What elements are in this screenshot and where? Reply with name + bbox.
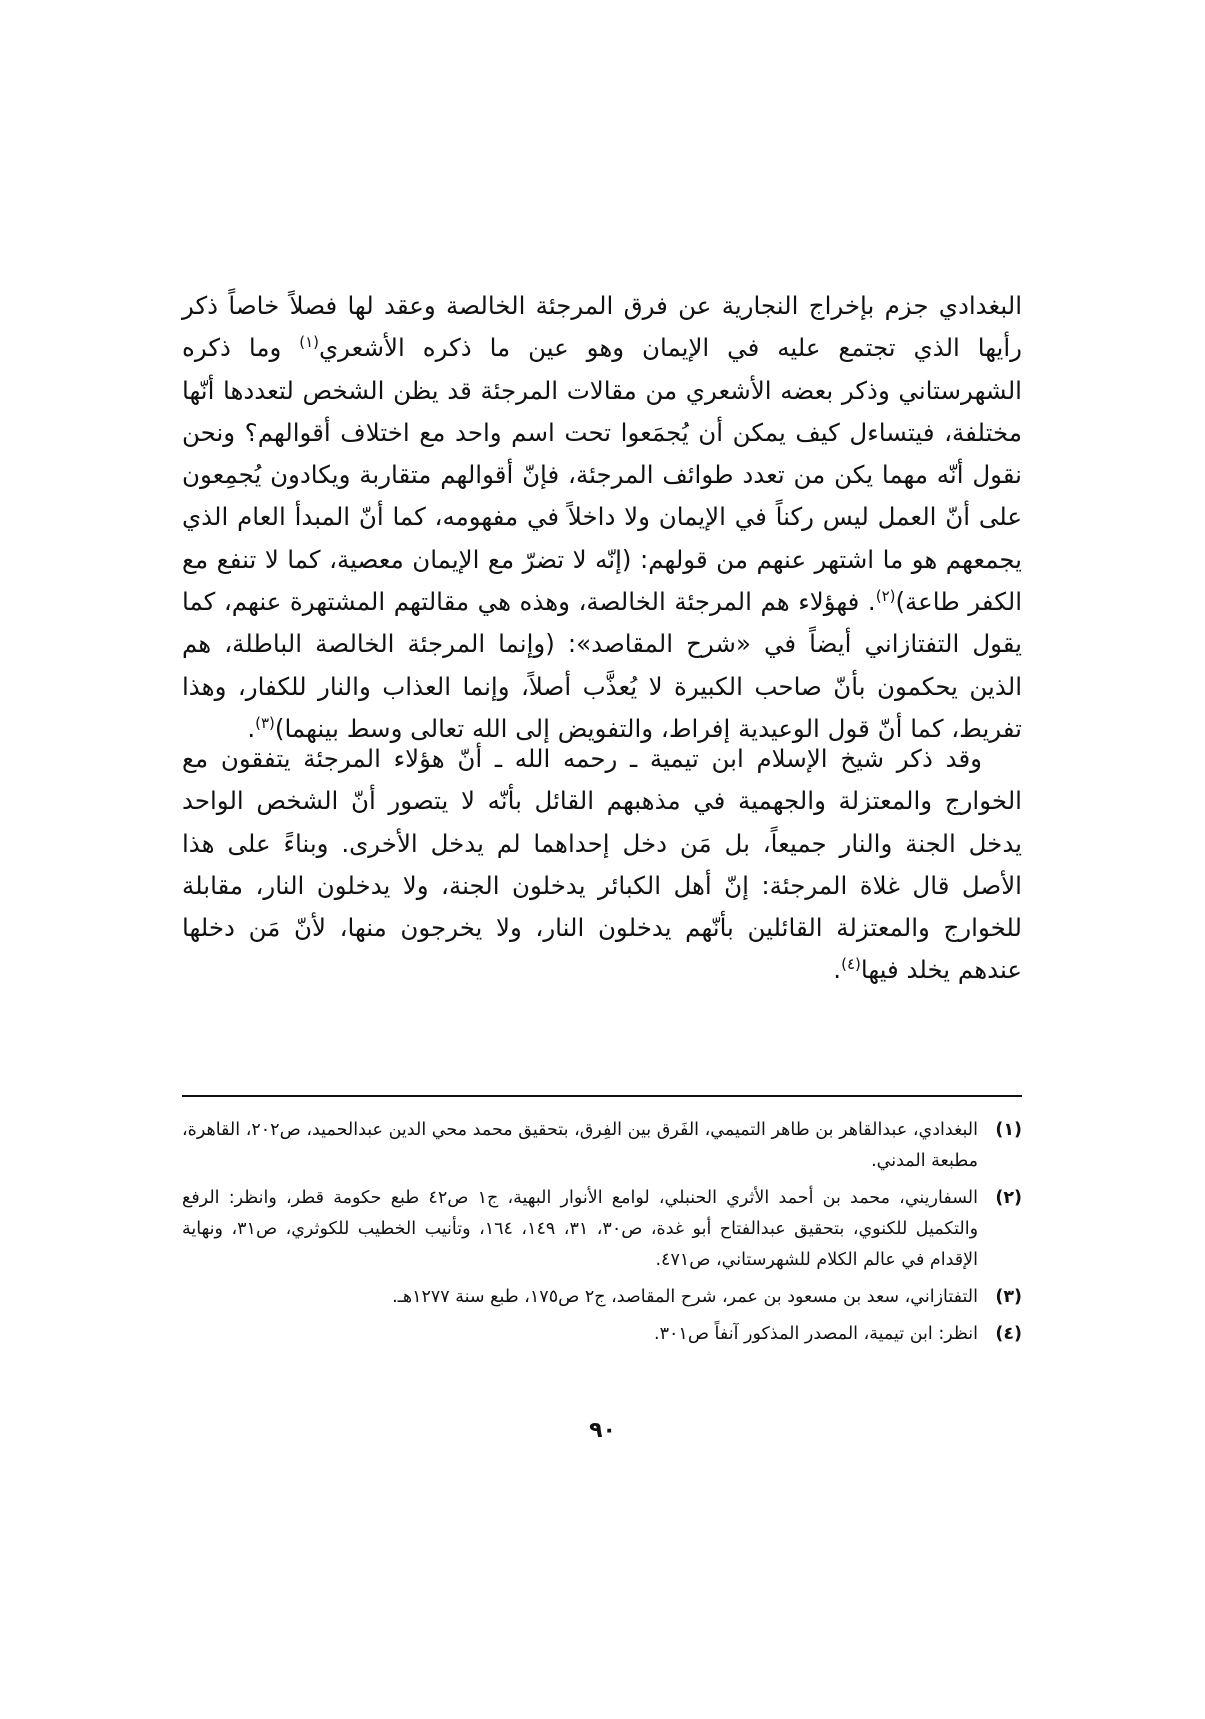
footnote-ref-3: (٣) [255,713,275,732]
footnote-number: (١) [995,1120,1022,1140]
footnote-text: انظر: ابن تيمية، المصدر المذكور آنفاً ص٣٠١. [654,1324,978,1344]
footnote-number: (٤) [995,1324,1022,1344]
footnote-ref-4: (٤) [841,955,861,974]
footnote-number: (٢) [995,1188,1022,1208]
paragraph-2-text-b: . [833,955,842,985]
footnote-text: التفتازاني، سعد بن مسعود بن عمر، شرح المقاصد، ج٢ ص١٧٥، طبع سنة ١٢٧٧هـ. [392,1287,978,1307]
footnote-text: البغدادي، عبدالقاهر بن طاهر التميمي، الفَرق بين الفِرق، بتحقيق محمد محي الدين عبدالحميد، ص٢٠٢، القاهرة، مطبعة المدني. [182,1120,978,1171]
footnote-3 [182,1282,1022,1313]
footnote-2 [182,1183,1022,1276]
footnote-ref-2: (٢) [875,586,896,605]
footnote-separator [182,1095,1022,1097]
body-paragraph-1 [182,285,1022,750]
footnote-text: السفاريني، محمد بن أحمد الأثري الحنبلي، لوامع الأنوار البهية، ج١ ص٤٢ طبع حكومة قطر، وانظر: الرفع والتكميل للكنوي، بتحقيق عبدالفتاح أبو غدة، ص٣٠، ٣١، ١٤٩، ١٦٤، وتأنيب الخطيب للكوثري، ص٣١، ونهاية الإقدام في عالم الكلام للشهرستاني، ص٤٧١. [182,1188,979,1270]
paragraph-1-text-a: البغدادي جزم بإخراج النجارية عن فرق المرجئة الخالصة وعقد لها فصلاً خاصاً ذكر رأيها الذي تجتمع عليه في الإيمان وهو عين ما ذكره الأشعري [182,291,1022,363]
body-paragraph-2 [182,738,1022,992]
footnote-ref-1: (١) [299,333,319,352]
paragraph-2-text-a: وقد ذكر شيخ الإسلام ابن تيمية ـ رحمه الله ـ أنّ هؤلاء المرجئة يتفقون مع الخوارج والمعتزلة والجهمية في مذهبهم القائل بأنّه لا يتصور أنّ الشخص الواحد يدخل الجنة والنار جميعاً، بل مَن دخل إحداهما لم يدخل الأخرى. وبناءً على هذا الأصل قال غلاة المرجئة: إنّ أهل الكبائر يدخلون الجنة، ولا يدخلون النار، مقابلة للخوارج والمعتزلة القائلين بأنّهم يدخلون النار، ولا يخرجون منها، لأنّ مَن دخلها عندهم يخلد فيها [182,744,1022,985]
paragraph-1-text-b: وما ذكره الشهرستاني وذكر بعضه الأشعري من مقالات المرجئة قد يظن الشخص لتعددها أنّها مختلفة، فيتساءل كيف يمكن أن يُجمَعوا تحت اسم واحد مع اختلاف أقوالهم؟ ونحن نقول أنّه مهما يكن من تعدد طوائف المرجئة، فإنّ أقوالهم متقاربة ويكادون يُجمِعون على أنّ العمل ليس ركناً في الإيمان ولا داخلاً في مفهومه، كما أنّ المبدأ العام الذي يجمعهم هو ما اشتهر عنهم من قولهم: (إنّه لا تضرّ مع الإيمان معصية، كما لا تنفع مع الكفر طاعة) [182,333,1022,617]
footnote-number: (٣) [995,1287,1022,1307]
footnotes-list [182,1115,1022,1356]
footnote-4 [182,1319,1022,1350]
footnote-1 [182,1115,1022,1177]
page-number: ٩٠ [589,1418,616,1443]
paragraph-1-text-c: . فهؤلاء هم المرجئة الخالصة، وهذه هي مقالتهم المشتهرة عنهم، كما يقول التفتازاني أيضاً في «شرح المقاصد»: (وإنما المرجئة الخالصة الباطلة، هم الذين يحكمون بأنّ صاحب الكبيرة لا يُعذَّب أصلاً، وإنما العذاب والنار للكفار، وهذا تفريط، كما أنّ قول الوعيدية إفراط، والتفويض إلى الله تعالى وسط بينهما) [182,587,1022,743]
paragraph-1-text-d: . [247,713,256,743]
